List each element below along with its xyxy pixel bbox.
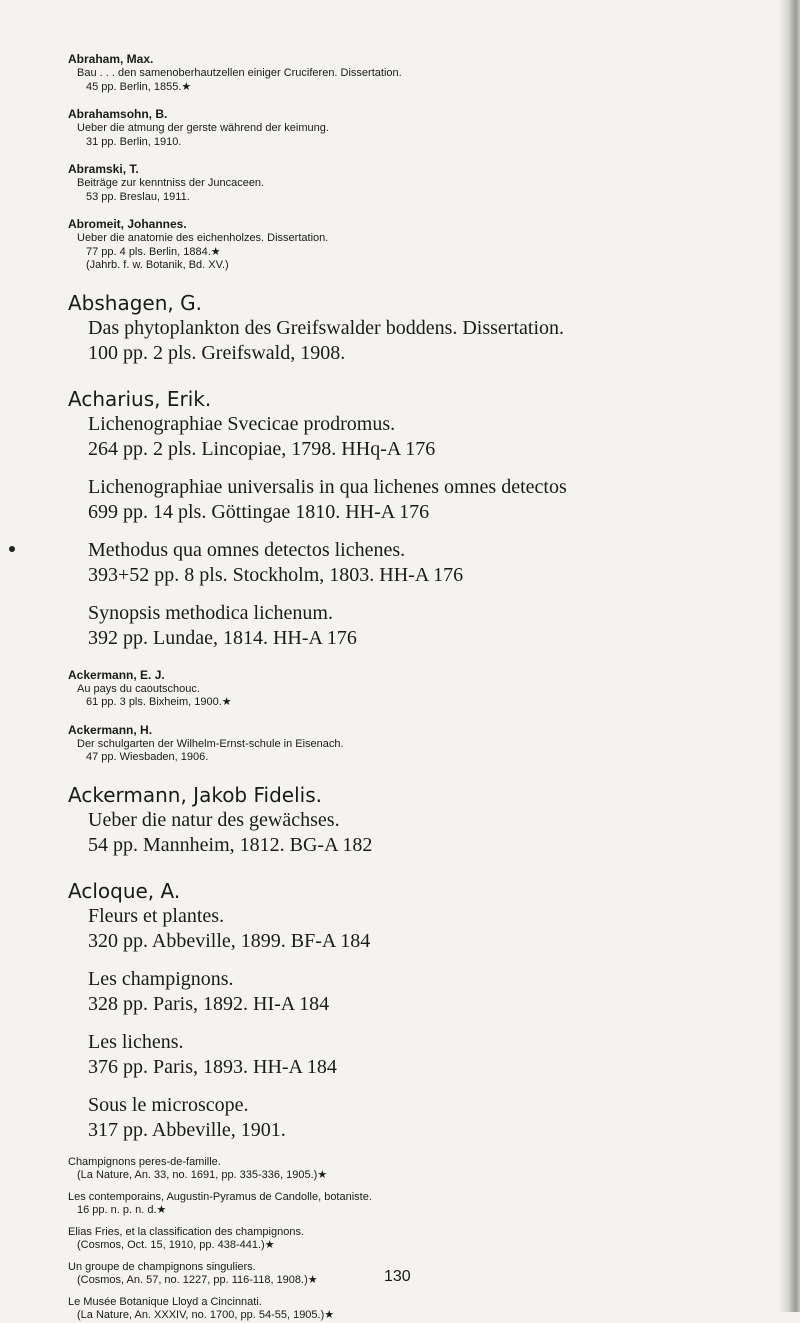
reference-source: (La Nature, An. 33, no. 1691, pp. 335-336, 1905.)★ (77, 1169, 328, 1181)
entry-title: Der schulgarten der Wilhelm-Ernst-schule in Eisenach. (77, 737, 344, 750)
reference-item (68, 1296, 783, 1323)
entry-details: 53 pp. Breslau, 1911. (86, 190, 190, 203)
entry-author: Acharius, Erik. (68, 386, 212, 411)
entry-title: Ueber die natur des gewächses. (88, 808, 340, 831)
entry-title: Lichenographiae Svecicae prodromus. (88, 412, 396, 435)
entry-title: Das phytoplankton des Greifswalder boddens. Dissertation. (88, 316, 565, 339)
entry-details: 264 pp. 2 pls. Lincopiae, 1798. HHq-A 176 (88, 437, 436, 460)
entry-title: Fleurs et plantes. (88, 904, 225, 927)
reference-item (68, 1156, 783, 1183)
entry-ackermann-h (68, 723, 783, 765)
entry-author: Ackermann, H. (68, 722, 153, 737)
entry-details: 317 pp. Abbeville, 1901. (88, 1118, 286, 1141)
entry-details: 77 pp. 4 pls. Berlin, 1884.★ (86, 245, 221, 258)
entry-details: 328 pp. Paris, 1892. HI-A 184 (88, 992, 330, 1015)
entry-title: Bau . . . den samenoberhautzellen einiger Cruciferen. Dissertation. (77, 67, 402, 79)
entry-title: Les champignons. (88, 967, 234, 990)
reference-title: Les contemporains, Augustin-Pyramus de Candolle, botaniste. (68, 1190, 372, 1203)
entry-title: Ueber die anatomie des eichenholzes. Dissertation. (77, 232, 329, 244)
entry-details: 320 pp. Abbeville, 1899. BF-A 184 (88, 929, 371, 952)
entry-details: 100 pp. 2 pls. Greifswald, 1908. (88, 341, 346, 364)
reference-title: Le Musée Botanique Lloyd a Cincinnati. (68, 1295, 262, 1308)
entry-author: Abrahamsohn, B. (68, 107, 168, 121)
entry-author: Abraham, Max. (68, 52, 154, 66)
entry-ackermann-jakob (68, 782, 783, 858)
entry-title: Lichenographiae universalis in qua lichenes omnes detectos (88, 475, 567, 498)
entry-author: Acloque, A. (68, 878, 181, 903)
reference-title: Elias Fries, et la classification des champignons. (68, 1225, 304, 1238)
entry-abromeit (68, 217, 783, 273)
entry-details: 45 pp. Berlin, 1855.★ (86, 80, 192, 93)
entry-title: Methodus qua omnes detectos lichenes. (88, 538, 406, 561)
reference-source: (La Nature, An. XXXIV, no. 1700, pp. 54-55, 1905.)★ (77, 1309, 335, 1321)
entry-author: Ackermann, E. J. (68, 667, 165, 682)
entry-abraham (68, 52, 783, 94)
entry-details: 54 pp. Mannheim, 1812. BG-A 182 (88, 833, 373, 856)
reference-source: 16 pp. n. p. n. d.★ (77, 1204, 167, 1216)
entry-ackermann-e (68, 668, 783, 710)
reference-item (68, 1191, 783, 1218)
entry-title: Sous le microscope. (88, 1093, 249, 1116)
entry-acharius (68, 386, 783, 651)
entry-acloque (68, 878, 783, 1143)
entry-abshagen (68, 290, 783, 366)
entry-author: Ackermann, Jakob Fidelis. (68, 782, 322, 807)
entry-title: Synopsis methodica lichenum. (88, 601, 333, 624)
acloque-references (68, 1156, 783, 1323)
entry-details: 61 pp. 3 pls. Bixheim, 1900.★ (86, 696, 232, 708)
entry-title: Beiträge zur kenntniss der Juncaceen. (77, 177, 265, 189)
entry-details: 47 pp. Wiesbaden, 1906. (86, 751, 209, 763)
reference-item (68, 1226, 783, 1253)
entry-abrahamsohn (68, 107, 783, 149)
reference-source: (Cosmos, An. 57, no. 1227, pp. 116-118, 1908.)★ (77, 1274, 318, 1286)
entry-details: 392 pp. Lundae, 1814. HH-A 176 (88, 626, 357, 649)
reference-title: Un groupe de champignons singuliers. (68, 1260, 256, 1273)
entry-title: Les lichens. (88, 1030, 184, 1053)
entry-author: Abramski, T. (68, 162, 139, 176)
reference-source: (Cosmos, Oct. 15, 1910, pp. 438-441.)★ (77, 1239, 275, 1251)
entry-abramski (68, 162, 783, 204)
entry-title: Ueber die atmung der gerste während der keimung. (77, 122, 329, 134)
entry-author: Abromeit, Johannes. (68, 217, 187, 231)
page-number: 130 (384, 1268, 411, 1285)
entry-title: Au pays du caoutschouc. (77, 682, 200, 695)
margin-dot (9, 546, 15, 552)
entry-details: 31 pp. Berlin, 1910. (86, 135, 182, 148)
entry-details: 699 pp. 14 pls. Göttingae 1810. HH-A 176 (88, 500, 430, 523)
entry-author: Abshagen, G. (68, 290, 202, 315)
catalog-entries (68, 52, 783, 1323)
reference-item (68, 1261, 783, 1288)
reference-title: Champignons peres-de-famille. (68, 1155, 221, 1168)
entry-details: 393+52 pp. 8 pls. Stockholm, 1803. HH-A 176 (88, 563, 464, 586)
entry-source: (Jahrb. f. w. Botanik, Bd. XV.) (86, 259, 229, 271)
entry-details: 376 pp. Paris, 1893. HH-A 184 (88, 1055, 337, 1078)
